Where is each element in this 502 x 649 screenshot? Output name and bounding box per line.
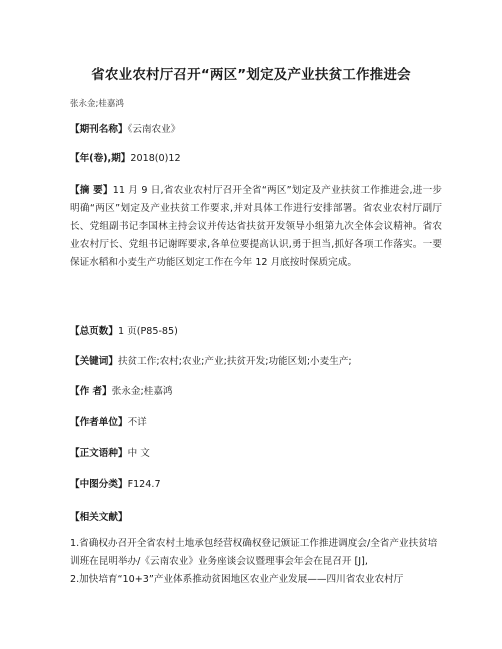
classification-field: [70, 476, 442, 494]
pages-label: 【总页数】: [70, 326, 118, 337]
language-field: [70, 445, 442, 463]
abstract-label: 【摘 要】: [70, 185, 113, 196]
pages-value: 1 页(P85-85): [117, 326, 178, 337]
related-item-2[interactable]: 2.加快培育“10+3”产业体系推动贫困地区农业产业发展——四川省农业农村厅: [70, 574, 404, 585]
author-field: [70, 383, 442, 401]
pages-field: [70, 323, 442, 341]
journal-field: [70, 121, 442, 139]
classification-label: 【中图分类】: [70, 479, 128, 490]
related-item-1[interactable]: 1.省确权办召开全省农村土地承包经营权确权登记颁证工作推进调度会/全省产业扶贫培训班在昆明举办/《云南农业》业务座谈会议暨理事会年会在昆召开 [J],: [70, 538, 438, 567]
abstract-value: 11 月 9 日,省农业农村厅召开全省“两区”划定及产业扶贫工作推进会,进一步明确“两区”划定及产业扶贫工作要求,并对具体工作进行安排部署。省农业农村厅副厅长、党组副书记李国林主持会议并传达省扶贫开发领导小组第九次全体会议精神。省农业农村厅长、党组书记谢晖要求,各单位要提高认识,勇于担当,抓好各项工作落实。一要保证水稻和小麦生产功能区划定工作在今年 12 月底按时保质完成。: [70, 185, 443, 268]
author-value: 张永金;桂嘉鸿: [111, 386, 173, 397]
affiliation-label: 【作者单位】: [70, 417, 128, 428]
document-title: 省农业农村厅召开“两区”划定及产业扶贫工作推进会: [91, 67, 411, 83]
affiliation-value: 不详: [127, 417, 147, 428]
affiliation-field: [70, 414, 442, 432]
abstract-field: [70, 182, 442, 272]
related-literature-heading: 【相关文献】: [70, 512, 128, 523]
year-issue-value: 2018(0)12: [130, 153, 181, 164]
authors-line: 张永金;桂嘉鸿: [70, 99, 124, 109]
keywords-label: 【关键词】: [70, 356, 118, 367]
year-issue-field: [70, 150, 442, 168]
year-issue-label: 【年(卷),期】: [70, 153, 131, 164]
language-value: 中 文: [127, 448, 150, 459]
journal-label: 【期刊名称】: [70, 124, 128, 135]
language-label: 【正文语种】: [70, 448, 128, 459]
classification-value: F124.7: [127, 479, 161, 490]
author-label: 【作 者】: [70, 386, 112, 397]
journal-value: 《云南农业》: [127, 124, 181, 135]
keywords-field: [70, 353, 442, 371]
keywords-value: 扶贫工作;农村;农业;产业;扶贫开发;功能区划;小麦生产;: [117, 356, 352, 367]
